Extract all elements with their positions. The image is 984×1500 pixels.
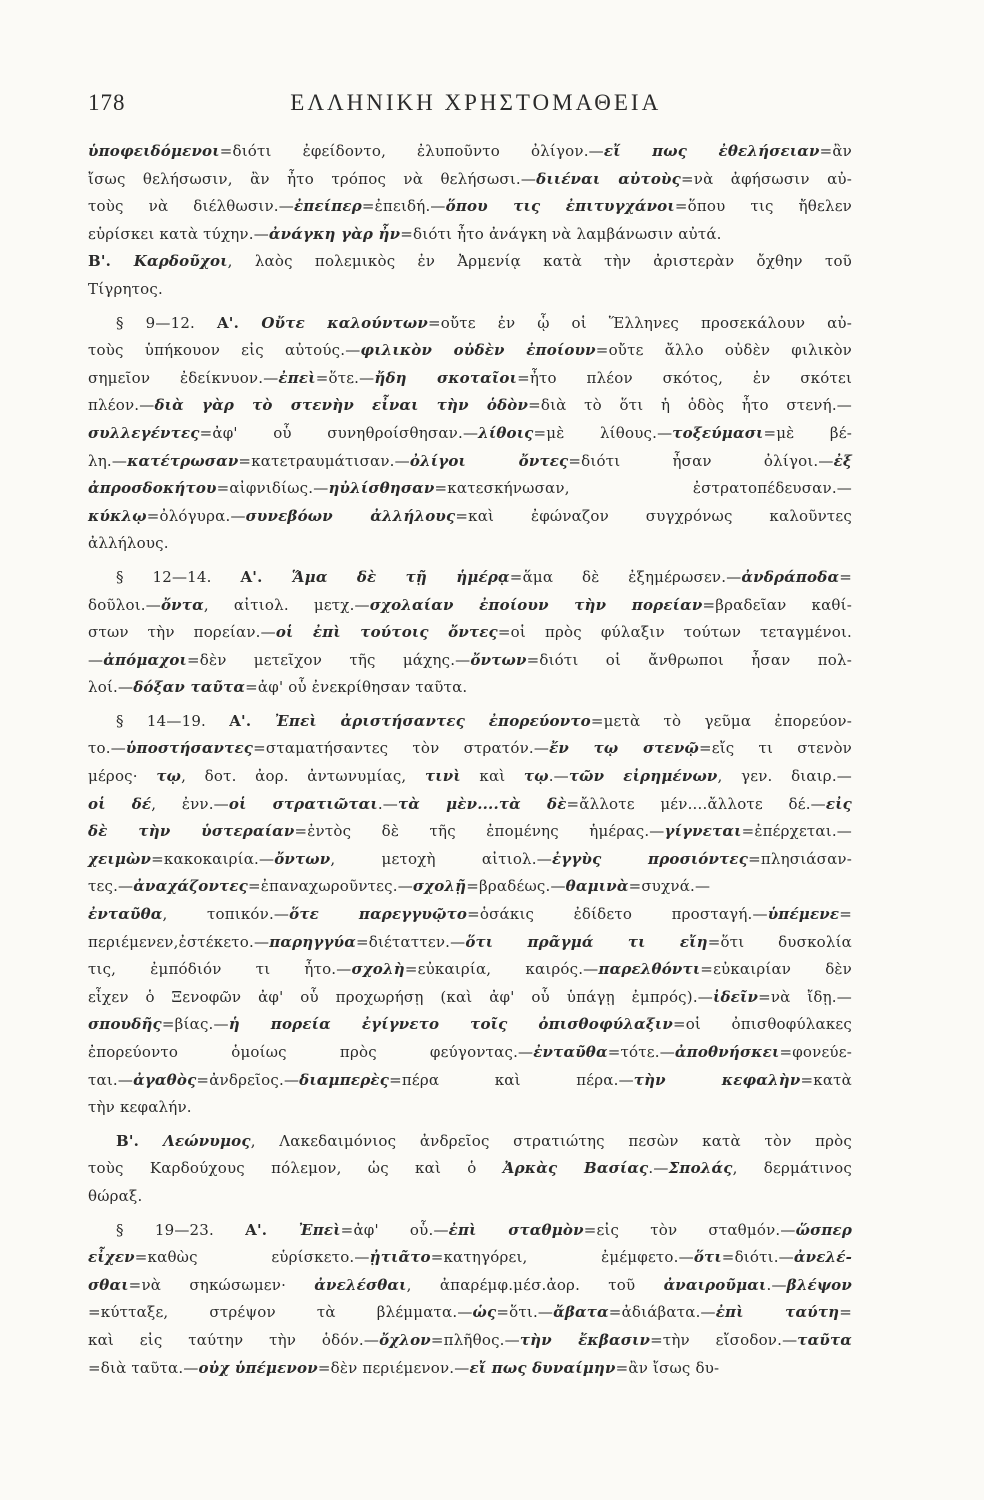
- lemma-term: ἡ πορεία ἐγίγνετο τοῖς ὀπισθοφύλαξιν: [228, 1015, 673, 1034]
- gloss-text: σημεῖον ἐδείκνυον.—: [88, 368, 279, 387]
- gloss-text: =: [839, 905, 852, 924]
- gloss-text: =πλῆθος.—: [430, 1330, 520, 1349]
- lemma-term: ὄντων: [274, 849, 331, 868]
- gloss-text: , λαὸς πολεμικὸς ἐν Ἀρμενίᾳ κατὰ τὴν ἀριστερὰν ὄχθην τοῦ: [227, 252, 853, 271]
- gloss-text: § 9—12.: [116, 313, 217, 332]
- gloss-text: το.—: [88, 739, 126, 758]
- lemma-term: δόξαν ταῦτα: [133, 678, 246, 697]
- lemma-term: φιλικὸν οὐδὲν ἐποίουν: [360, 341, 596, 360]
- gloss-text: =σταματήσαντες τὸν στρατόν.—: [253, 739, 550, 758]
- gloss-text: =βραδέως.—: [466, 877, 566, 896]
- gloss-text: .—: [548, 767, 569, 786]
- lemma-term: παρηγγύα: [269, 932, 356, 951]
- lemma-term: χειμὼν: [88, 849, 152, 868]
- text-line: [88, 1094, 852, 1122]
- gloss-text: =δὲν μετεῖχον τῆς μάχης.—: [186, 650, 471, 669]
- lemma-term: διιέναι αὐτοὺς: [536, 169, 681, 188]
- lemma-term: ἀπόμαχοι: [103, 650, 187, 669]
- lemma-term: ἐνταῦθα: [533, 1043, 608, 1061]
- text-line: [88, 708, 852, 736]
- gloss-text: =οἱ πρὸς φύλαξιν τούτων τεταγμένοι.: [497, 623, 852, 642]
- text-line: [88, 1272, 852, 1300]
- lemma-term: σχολὴ: [351, 960, 405, 979]
- gloss-text: =διὰ τὸ ὅτι ἡ ὁδὸς ἦτο στενή.—: [528, 396, 852, 415]
- text-line: [88, 1155, 852, 1183]
- gloss-text: .—: [377, 794, 398, 813]
- gloss-text: μέρος·: [88, 767, 157, 786]
- lemma-term: Καρδοῦχοι: [133, 252, 228, 271]
- gloss-text: =εὐκαιρία, καιρός.—: [404, 960, 599, 979]
- gloss-text: =εἰς τὸν σταθμόν.—: [583, 1220, 796, 1239]
- text-line: [88, 901, 852, 929]
- lemma-term: ἐνταῦθα: [88, 905, 163, 924]
- page-number: 178: [88, 90, 126, 115]
- gloss-text: =κακοκαιρία.—: [151, 849, 275, 868]
- text-line: [88, 1039, 852, 1067]
- text-line: [88, 530, 852, 558]
- gloss-text: τοὺς νὰ διέλθωσιν.—: [88, 197, 294, 216]
- lemma-term: δὲ τὴν ὑστεραίαν: [88, 822, 295, 841]
- gloss-text: =τὴν εἴσοδον.—: [650, 1330, 798, 1349]
- gloss-text: .—: [766, 1275, 787, 1294]
- lemma-term: Ἀρκὰς Βασίας: [502, 1159, 649, 1178]
- lemma-term: κατέτρωσαν: [127, 451, 239, 470]
- lemma-term: ἰδεῖν: [713, 987, 759, 1006]
- gloss-text: =διότι οἱ ἄνθρωποι ἦσαν πολ-: [526, 650, 852, 669]
- gloss-text: , Λακεδαιμόνιος ἀνδρεῖος στρατιώτης πεσὼν κατὰ τὸν πρὸς: [250, 1131, 853, 1150]
- gloss-text: εὑρίσκει κατὰ τύχην.—: [88, 224, 269, 243]
- lemma-term: διαμπερὲς: [299, 1070, 390, 1089]
- gloss-text: =διότι ἐφείδοντο, ἐλυποῦντο ὀλίγον.—: [219, 142, 604, 160]
- section-marker: Α'.: [216, 313, 262, 332]
- gloss-text: =ὅτε.—: [315, 368, 375, 387]
- lemma-term: εἰς: [825, 794, 852, 813]
- lemma-term: εἴ πως δυναίμην: [469, 1358, 616, 1377]
- lemma-term: ὄχλον: [379, 1330, 431, 1349]
- gloss-text: =καὶ ἐφώναζον συγχρόνως καλοῦντες: [455, 506, 852, 525]
- text-line: [88, 138, 852, 166]
- lemma-term: θαμινὰ: [565, 877, 629, 896]
- lemma-term: ὄντων: [470, 650, 527, 669]
- gloss-text: =: [839, 1303, 852, 1322]
- lemma-term: ἀγαθὸς: [133, 1070, 197, 1089]
- gloss-text: =ἅμα δὲ ἐξημέρωσεν.—: [509, 567, 742, 586]
- lemma-term: συλλεγέντες: [88, 423, 200, 442]
- gloss-text: =μὲ λίθους.—: [533, 423, 673, 442]
- lemma-term: οἱ στρατιῶται: [228, 794, 378, 813]
- lemma-term: ἐπὶ σταθμὸν: [448, 1220, 584, 1239]
- lemma-term: ὅτε παρεγγυῷτο: [289, 905, 468, 924]
- text-line: [88, 1011, 852, 1039]
- text-line: [88, 475, 852, 503]
- lemma-term: ἤδη σκοταῖοι: [374, 368, 518, 387]
- gloss-text: =εἴς τι στενὸν: [698, 739, 852, 758]
- gloss-text: λοί.—: [88, 678, 134, 697]
- gloss-text: =ἐπέρχεται.—: [741, 822, 852, 841]
- gloss-text: =ἀφ' οὗ ἐνεκρίθησαν ταῦτα.: [245, 678, 468, 697]
- text-line: [88, 392, 852, 420]
- lemma-term: ἀναιροῦμαι: [663, 1275, 767, 1294]
- gloss-text: =οὔτε ἐν ᾧ οἱ Ἕλληνες προσεκάλουν αὐ-: [427, 313, 852, 332]
- gloss-text: =πλησιάσαν-: [748, 849, 852, 868]
- text-line: [88, 503, 852, 531]
- gloss-text: , ἐνν.—: [151, 794, 229, 813]
- gloss-text: =κατηγόρει, ἐμέμφετο.—: [430, 1248, 694, 1267]
- gloss-text: =ἀδιάβατα.—: [608, 1303, 716, 1322]
- text-line: [88, 276, 852, 304]
- lemma-term: ταῦτα: [797, 1330, 852, 1349]
- text-line: [88, 647, 852, 675]
- lemma-term: ἄβατα: [553, 1303, 609, 1322]
- lemma-term: λίθοις: [478, 423, 534, 442]
- lemma-term: Ἐπεὶ ἀριστήσαντες ἐπορεύοντο: [274, 711, 591, 730]
- lemma-term: παρελθόντι: [598, 960, 701, 979]
- text-line: [88, 956, 852, 984]
- text-line: [88, 763, 852, 791]
- gloss-text: καὶ εἰς ταύτην τὴν ὁδόν.—: [88, 1330, 380, 1349]
- gloss-text: ἴσως θελήσωσιν, ἂν ἦτο τρόπος νὰ θελήσωσι.—: [88, 169, 537, 188]
- gloss-text: =διὰ ταῦτα.—: [88, 1358, 199, 1377]
- gloss-text: =ὅτι.—: [496, 1303, 554, 1322]
- lemma-term: Ἅμα δὲ τῇ ἡμέρᾳ: [291, 567, 510, 586]
- gloss-text: λη.—: [88, 451, 128, 470]
- text-line: [88, 1128, 852, 1156]
- lemma-term: ὀλίγοι ὄντες: [409, 451, 569, 470]
- lemma-term: σχολῇ: [412, 877, 467, 896]
- gloss-text: =αἰφνιδίως.—: [216, 479, 329, 498]
- gloss-text: θώραξ.: [88, 1186, 143, 1205]
- lemma-term: τινὶ: [424, 767, 461, 786]
- gloss-text: =μετὰ τὸ γεῦμα ἐπορεύον-: [590, 711, 853, 730]
- gloss-text: =δὲν περιέμενον.—: [317, 1358, 470, 1377]
- text-line: [88, 735, 852, 763]
- gloss-text: =διότι ἦτο ἀνάγκη νὰ λαμβάνωσιν αὐτά.: [400, 224, 722, 243]
- text-line: [88, 221, 852, 249]
- text-line: [88, 619, 852, 647]
- text-line: [88, 1327, 852, 1355]
- gloss-text: περιέμενεν,ἐστέκετο.—: [88, 932, 270, 951]
- lemma-term: σχολαίαν ἐποίουν τὴν πορείαν: [369, 595, 703, 614]
- gloss-text: =ἄλλοτε μέν....ἄλλοτε δέ.—: [566, 794, 826, 813]
- gloss-text: , αἰτιολ. μετχ.—: [203, 595, 370, 614]
- gloss-text: =κατετραυμάτισαν.—: [238, 451, 410, 470]
- lemma-term: εἴ πως ἐθελήσειαν: [603, 142, 820, 160]
- gloss-text: τοὺς Καρδούχους πόλεμον, ὡς καὶ ὁ: [88, 1159, 503, 1178]
- lemma-term: ὅπου τις ἐπιτυγχάνοι: [445, 197, 675, 216]
- gloss-text: =ἦτο πλέον σκότος, ἐν σκότει: [517, 368, 853, 387]
- gloss-text: =ὅπου τις ἤθελεν: [674, 197, 852, 216]
- gloss-text: =οἱ ὀπισθοφύλακες: [672, 1015, 852, 1034]
- gloss-text: , μετοχὴ αἰτιολ.—: [330, 849, 552, 868]
- gloss-text: =κατὰ: [800, 1070, 852, 1089]
- gloss-text: , τοπικόν.—: [162, 905, 290, 924]
- lemma-term: ὑπέμενε: [767, 905, 840, 924]
- gloss-text: =διέταττεν.—: [355, 932, 466, 951]
- text-line: [88, 592, 852, 620]
- lemma-term: ἐπὶ ταύτη: [715, 1303, 840, 1322]
- gloss-text: § 19—23.: [116, 1220, 246, 1239]
- lemma-term: ἀνελέσθαι: [314, 1275, 407, 1294]
- gloss-text: Τίγρητος.: [88, 279, 163, 298]
- gloss-text: =ἂν ἴσως δυ-: [615, 1358, 720, 1377]
- gloss-text: τὴν κεφαλήν.: [88, 1098, 192, 1117]
- text-line: [88, 1355, 852, 1383]
- text-line: [88, 310, 852, 338]
- lemma-term: τὰ μὲν....τὰ δὲ: [398, 794, 567, 813]
- text-line: [88, 791, 852, 819]
- text-line: [88, 337, 852, 365]
- commentary-text: [88, 138, 852, 1382]
- lemma-term: ὅτι: [693, 1248, 722, 1267]
- text-line: [88, 1183, 852, 1211]
- gloss-text: =ὀλόγυρα.—: [146, 506, 246, 525]
- gloss-text: =φονεύε-: [779, 1043, 852, 1061]
- section-marker: Β'.: [116, 1131, 164, 1150]
- lemma-term: ὡς: [472, 1303, 497, 1322]
- lemma-term: ἐγγὺς προσιόντες: [551, 849, 749, 868]
- lemma-term: τῳ: [156, 767, 182, 786]
- lemma-term: γίγνεται: [664, 822, 742, 841]
- gloss-text: =οὔτε ἄλλο οὐδὲν φιλικὸν: [595, 341, 853, 360]
- text-line: [88, 564, 852, 592]
- gloss-text: =ὅτι δυσκολία: [707, 932, 852, 951]
- lemma-term: ὥσπερ: [795, 1220, 853, 1239]
- gloss-text: =διότι.—: [721, 1248, 794, 1267]
- gloss-text: =βίας.—: [161, 1015, 229, 1034]
- text-line: [88, 248, 852, 276]
- lemma-term: Ἐπεὶ: [298, 1220, 341, 1239]
- gloss-text: =νὰ ἀφήσωσιν αὐ-: [680, 169, 853, 188]
- lemma-term: συνεβόων ἀλλήλους: [245, 506, 456, 525]
- lemma-term: ὄντα: [160, 595, 204, 614]
- lemma-term: ἐπεὶ: [278, 368, 316, 387]
- gloss-text: τες.—: [88, 877, 134, 896]
- lemma-term: ἐξ: [833, 451, 852, 470]
- gloss-text: =ἐπαναχωροῦντες.—: [248, 877, 413, 896]
- lemma-term: οὐχ ὑπέμενον: [198, 1358, 318, 1377]
- lemma-term: ἀνελέ-: [793, 1248, 852, 1267]
- gloss-text: =κατεσκήνωσαν, ἐστρατοπέδευσαν.—: [434, 479, 852, 498]
- lemma-term: ᾐτιᾶτο: [369, 1248, 431, 1267]
- lemma-term: ἀναχάζοντες: [133, 877, 248, 896]
- lemma-term: κύκλῳ: [88, 506, 147, 525]
- gloss-text: πλέον.—: [88, 396, 155, 415]
- text-line: [88, 984, 852, 1012]
- gloss-text: στων τὴν πορείαν.—: [88, 623, 276, 642]
- lemma-term: ἐπείπερ: [293, 197, 362, 216]
- text-line: [88, 420, 852, 448]
- gloss-text: ται.—: [88, 1070, 134, 1089]
- lemma-term: βλέψον: [786, 1275, 852, 1294]
- page-header: [88, 90, 856, 126]
- lemma-term: Οὔτε καλούντων: [261, 313, 428, 332]
- lemma-term: διὰ γὰρ τὸ στενὴν εἶναι τὴν ὁδὸν: [154, 396, 529, 415]
- lemma-term: σπουδῆς: [88, 1015, 162, 1034]
- lemma-term: τῳ: [523, 767, 549, 786]
- lemma-term: ἀνδράποδα: [741, 567, 840, 586]
- lemma-term: οἱ ἐπὶ τούτοις ὄντες: [275, 623, 498, 642]
- gloss-text: =ἀφ' οὗ.—: [340, 1220, 449, 1239]
- text-line: [88, 448, 852, 476]
- gloss-text: δοῦλοι.—: [88, 595, 161, 614]
- gloss-text: § 12—14.: [116, 567, 241, 586]
- gloss-text: § 14—19.: [116, 711, 230, 730]
- lemma-term: ὅτι πρᾶγμά τι εἴη: [465, 932, 708, 951]
- text-line: [88, 1299, 852, 1327]
- text-line: [88, 193, 852, 221]
- text-line: [88, 873, 852, 901]
- text-line: [88, 1217, 852, 1245]
- text-line: [88, 818, 852, 846]
- gloss-text: τοὺς ὑπήκουον εἰς αὐτούς.—: [88, 341, 361, 360]
- lemma-term: Λεώνυμος: [163, 1131, 251, 1150]
- gloss-text: =νὰ σηκώσωμεν·: [128, 1275, 315, 1294]
- gloss-text: , δερμάτινος: [732, 1159, 852, 1178]
- gloss-text: =ἐντὸς δὲ τῆς ἐπομένης ἡμέρας.—: [294, 822, 665, 841]
- section-marker: Β'.: [88, 252, 134, 271]
- lemma-term: ἀποθνήσκει: [674, 1043, 780, 1061]
- text-line: [88, 1067, 852, 1095]
- lemma-term: ἀνάγκη γὰρ ἦν: [268, 224, 401, 243]
- gloss-text: =ἂν: [819, 142, 852, 160]
- gloss-text: =βραδεῖαν καθί-: [702, 595, 852, 614]
- gloss-text: =νὰ ἴδῃ.—: [758, 987, 852, 1006]
- gloss-text: ἀλλήλους.: [88, 534, 169, 553]
- gloss-text: , γεν. διαιρ.—: [717, 767, 852, 786]
- lemma-term: ὑποστήσαντες: [125, 739, 254, 758]
- lemma-term: εἶχεν: [88, 1248, 135, 1267]
- lemma-term: τοξεύμασι: [672, 423, 764, 442]
- lemma-term: τῶν εἰρημένων: [568, 767, 718, 786]
- gloss-text: =τότε.—: [607, 1043, 675, 1061]
- lemma-term: ὑποφειδόμενοι: [88, 142, 220, 160]
- lemma-term: ηὐλίσθησαν: [328, 479, 435, 498]
- text-line: [88, 1244, 852, 1272]
- gloss-text: =εὐκαιρίαν δὲν: [700, 960, 852, 979]
- lemma-term: τὴν κεφαλὴν: [633, 1070, 801, 1089]
- gloss-text: .—: [648, 1159, 669, 1178]
- gloss-text: =ἀνδρεῖος.—: [196, 1070, 300, 1089]
- section-marker: Α'.: [229, 711, 275, 730]
- gloss-text: =: [839, 567, 852, 586]
- section-marker: Α'.: [240, 567, 292, 586]
- gloss-text: , ἀπαρέμφ.μέσ.ἀορ. τοῦ: [406, 1275, 664, 1294]
- text-line: [88, 846, 852, 874]
- lemma-term: ἔν τῳ στενῷ: [549, 739, 699, 758]
- gloss-text: =ἐπειδή.—: [361, 197, 446, 216]
- lemma-term: σθαι: [88, 1275, 129, 1294]
- gloss-text: —: [88, 650, 104, 669]
- gloss-text: =ὁσάκις ἐδίδετο προσταγή.—: [467, 905, 768, 924]
- running-title: ΕΛΛΗΝΙΚΗ ΧΡΗΣΤΟΜΑΘΕΙΑ: [290, 90, 662, 115]
- gloss-text: =πέρα καὶ πέρα.—: [389, 1070, 634, 1089]
- gloss-text: =μὲ βέ-: [763, 423, 852, 442]
- gloss-text: , δοτ. ἀορ. ἀντωνυμίας,: [181, 767, 425, 786]
- text-line: [88, 365, 852, 393]
- text-line: [88, 166, 852, 194]
- text-line: [88, 674, 852, 702]
- text-line: [88, 929, 852, 957]
- gloss-text: ἐπορεύοντο ὁμοίως πρὸς φεύγοντας.—: [88, 1043, 534, 1061]
- gloss-text: τις, ἐμπόδιόν τι ἦτο.—: [88, 960, 352, 979]
- gloss-text: =κύτταξε, στρέψον τὰ βλέμματα.—: [88, 1303, 473, 1322]
- section-marker: Α'.: [245, 1220, 299, 1239]
- lemma-term: οἱ δέ: [88, 794, 152, 813]
- lemma-term: ἀπροσδοκήτου: [88, 479, 217, 498]
- lemma-term: Σπολάς: [668, 1159, 733, 1178]
- gloss-text: εἶχεν ὁ Ξενοφῶν ἀφ' οὗ προχωρήσῃ (καὶ ἀφ' οὗ ὑπάγῃ ἐμπρός).—: [88, 987, 713, 1006]
- gloss-text: =καθὼς εὑρίσκετο.—: [134, 1248, 370, 1267]
- gloss-text: =διότι ἦσαν ὀλίγοι.—: [568, 451, 834, 470]
- gloss-text: =συχνά.—: [628, 877, 711, 896]
- lemma-term: τὴν ἔκβασιν: [519, 1330, 651, 1349]
- gloss-text: καὶ: [460, 767, 524, 786]
- gloss-text: =ἀφ' οὗ συνηθροίσθησαν.—: [199, 423, 479, 442]
